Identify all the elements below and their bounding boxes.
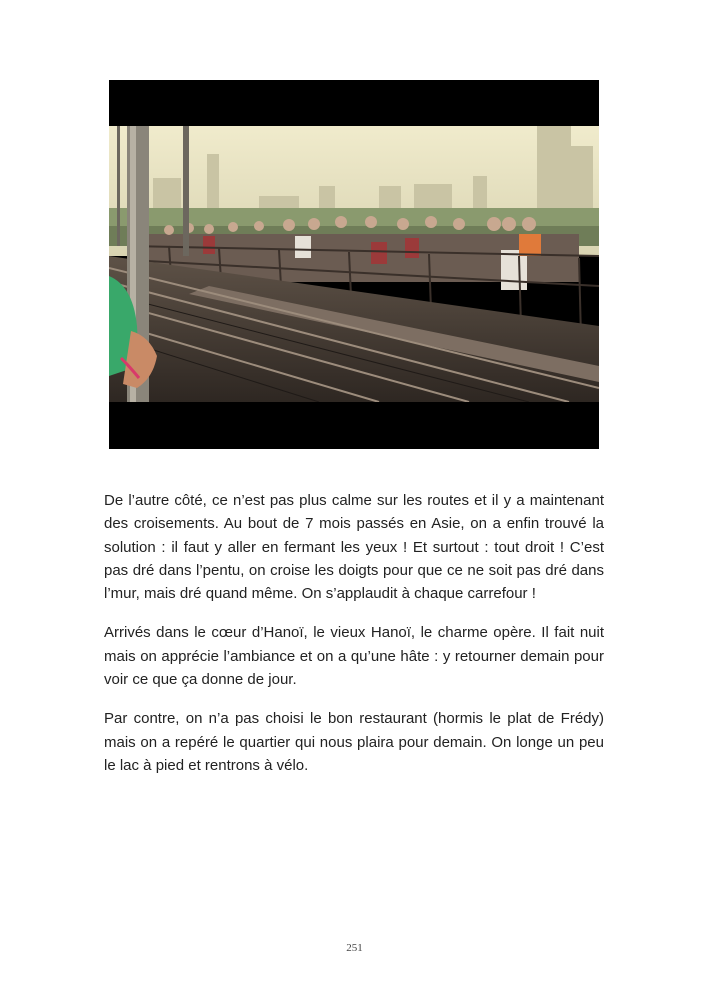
body-text (104, 489, 604, 793)
bridge-photo (109, 126, 599, 402)
paragraph-1: De l’autre côté, ce n’est pas plus calme sur les routes et il y a maintenant des croisements. Au bout de 7 mois passés en Asie, on a enfin trouvé la solution : il faut y aller en fermant les yeux ! Et surtout : tout droit ! C’est pas dré dans l’pentu, on croise les doigts pour que ce ne soit pas dré dans l’mur, mais dré quand même. On s’applaudit à chaque carrefour ! (104, 492, 604, 603)
paragraph-3: Par contre, on n’a pas choisi le bon restaurant (hormis le plat de Frédy) mais on a repéré le quartier qui nous plaira pour demain. On longe un peu le lac à pied et rentrons à vélo. (104, 710, 604, 774)
page-number: 251 (346, 942, 363, 954)
paragraph-2: Arrivés dans le cœur d’Hanoï, le vieux Hanoï, le charme opère. Il fait nuit mais on apprécie l’ambiance et on a qu’une hâte : y retourner demain pour voir ce que ça donne de jour. (104, 624, 604, 689)
photo-frame (109, 80, 599, 449)
